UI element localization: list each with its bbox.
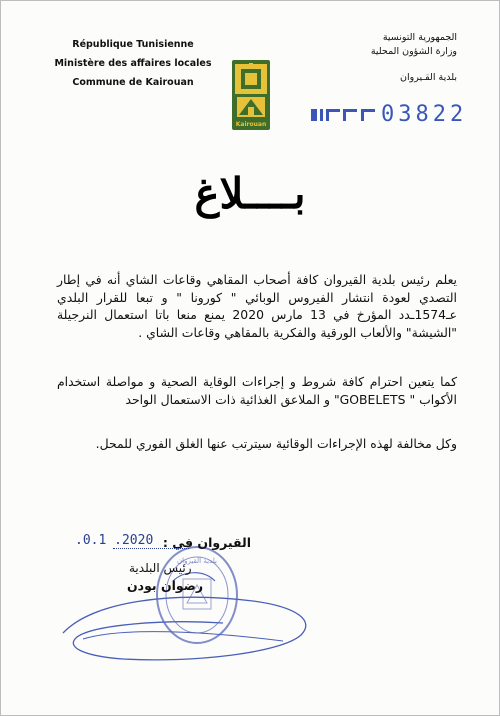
header-ar-country: الجمهورية التونسية	[382, 32, 457, 43]
french-letterhead	[43, 35, 223, 92]
kairouan-emblem-icon	[231, 59, 271, 131]
barcode-marks	[311, 105, 379, 123]
announcement-paragraph-2: كما يتعين احترام كافة شروط و إجراءات الوقاية الصحية و مواصلة استخدام الأكواب " GOBELETS" و الملاعق الغذائية ذات الاستعمال الواحد	[57, 374, 457, 407]
signatory-name: رضوان بودن	[127, 578, 204, 593]
stamp-text: بلدية القيروان	[177, 557, 217, 565]
place-and-date	[75, 535, 251, 555]
date-label: القيروان في :	[162, 535, 251, 550]
signatory-title: رئيس البلدية	[129, 561, 192, 575]
date-dotted-line	[113, 548, 189, 549]
announcement-paragraph-1: يعلم رئيس بلدية القيروان كافة أصحاب المقاهي وقاعات الشاي أنه في إطار التصدي لعودة انتشار الفيروس الوبائي " كورونا " و تبعا للقرار البلدي عـ1574ـدد المؤرخ في 13 مارس 2020 يمنع منعا باتا استعمال النرجيلة "الشيشة" والألعاب الورقية والفكرية بالمقاهي وقاعات الشاي .	[57, 272, 458, 340]
header-ar-commune: بلدية القـيروان	[400, 72, 457, 83]
emblem-caption: Kairouan	[235, 121, 267, 128]
header-fr-ministry: Ministère des affaires locales	[54, 58, 212, 69]
reference-digits: 03822	[381, 101, 468, 127]
arabic-letterhead	[327, 31, 457, 85]
document-title: بــــلاغ	[194, 169, 306, 218]
date-value: 2020. 0.1.	[75, 533, 154, 548]
header-ar-ministry: وزارة الشؤون المحلية	[370, 46, 457, 57]
announcement-paragraph-3: وكل مخالفة لهذه الإجراءات الوقائية سيترتب عنها الغلق الفوري للمحل.	[95, 436, 457, 451]
reference-number	[311, 101, 467, 127]
header-fr-country: République Tunisienne	[72, 39, 194, 50]
official-stamp	[151, 541, 243, 649]
header-fr-commune: Commune de Kairouan	[72, 77, 194, 88]
